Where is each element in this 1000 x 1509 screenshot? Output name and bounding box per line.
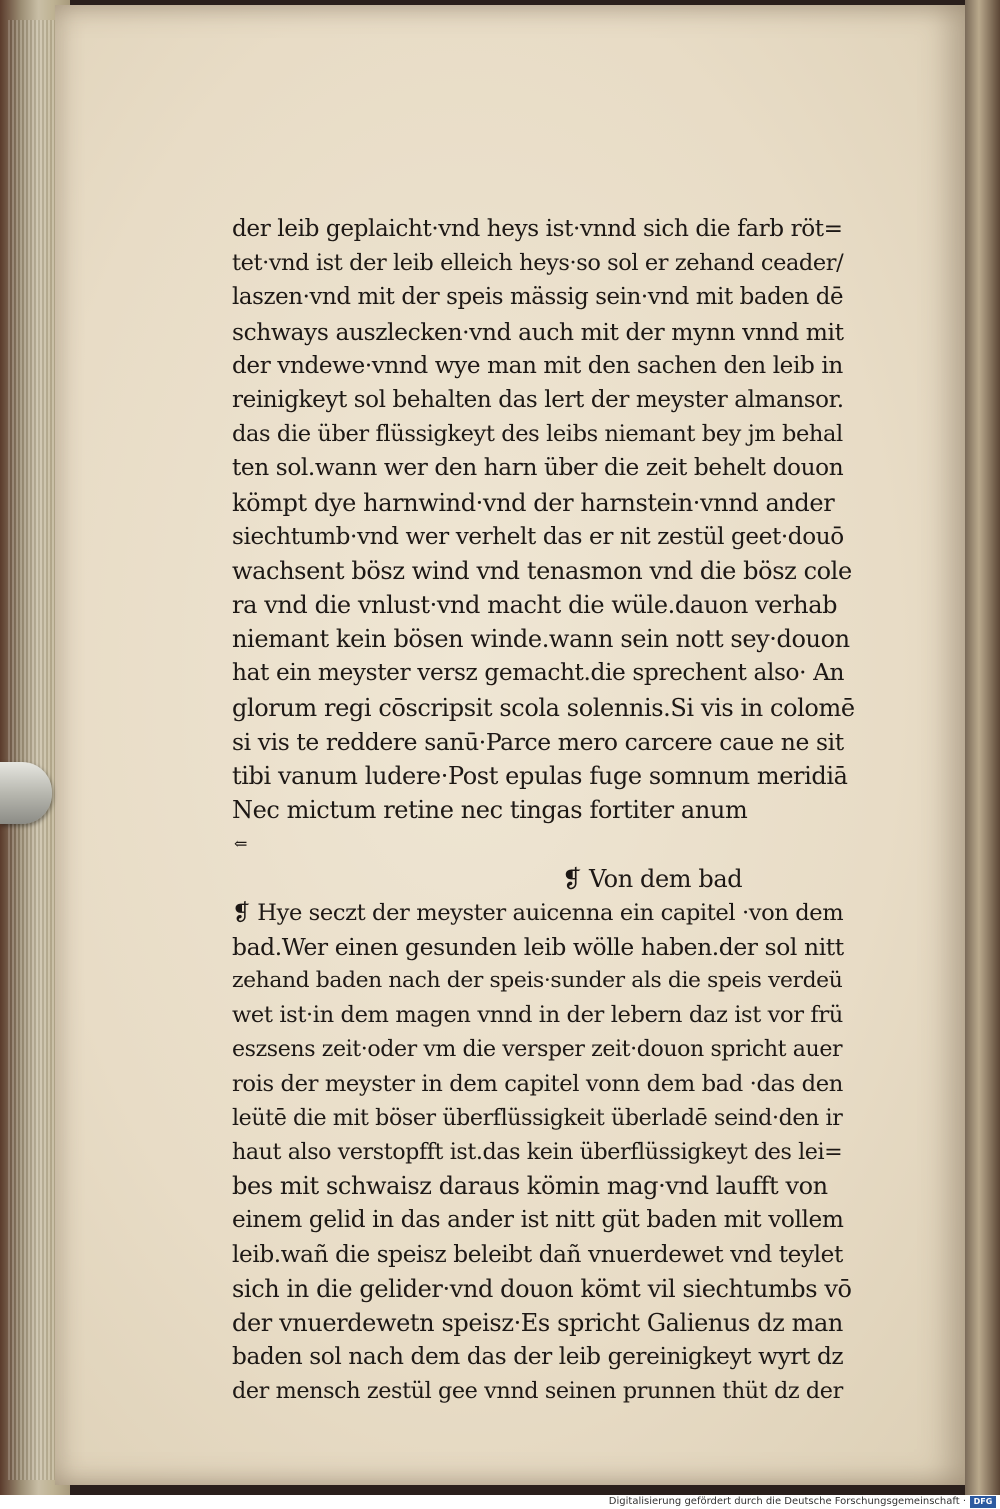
text-block [232, 212, 857, 1409]
text-line: leütē die mit böser überflüssigkeit überladē seind·den ir [232, 1104, 843, 1131]
text-line: laszen·vnd mit der speis mässig sein·vnd mit baden dē [232, 284, 844, 311]
section-heading: ❡ Von dem bad [562, 864, 743, 893]
text-line: baden sol nach dem das der leib gereinigkeyt wyrt dz [232, 1343, 844, 1371]
text-line: leib.wañ die speisz beleibt dañ vnuerdewet vnd teylet [232, 1240, 843, 1268]
page-edges [8, 20, 58, 1480]
text-line: siechtumb·vnd wer verhelt das er nit zestül geet·douō [232, 523, 844, 550]
text-line: ra vnd die vnlust·vnd macht die wüle.dauon verhab [232, 591, 838, 620]
footer-credit: Digitalisierung gefördert durch die Deutsche Forschungsgemeinschaft · [608, 1496, 966, 1507]
text-line: reinigkeyt sol behalten das lert der meyster almansor. [232, 386, 844, 413]
text-line: ❡ Hye seczt der meyster auicenna ein capitel ·von dem [232, 899, 844, 926]
text-line: rois der meyster in dem capitel vonn dem bad ·das den [232, 1070, 843, 1097]
text-line: der leib geplaicht·vnd heys ist·vnnd sich die farb röt= [232, 216, 843, 242]
text-line: Nec mictum retine nec tingas fortiter anum [232, 796, 748, 825]
text-line: bad.Wer einen gesunden leib wölle haben.der sol nitt [232, 932, 844, 961]
text-line: schways auszlecken·vnd auch mit der mynn vnnd mit [232, 317, 844, 346]
text-line: zehand baden nach der speis·sunder als die speis verdeü [232, 968, 843, 994]
text-line: sich in die gelider·vnd douon kömt vil siechtumbs vō [232, 1274, 852, 1303]
text-line: einem gelid in das ander ist nitt güt baden mit vollem [232, 1206, 844, 1234]
text-line: tet·vnd ist der leib elleich heys·so sol er zehand ceader/ [232, 250, 844, 277]
text-line: niemant kein bösen winde.wann sein nott sey·douon [232, 625, 850, 654]
text-line: eszsens zeit·oder vm die versper zeit·douon spricht auer [232, 1036, 843, 1062]
text-line: der vnuerdewetn speisz·Es spricht Galienus dz man [232, 1309, 843, 1337]
text-line: der mensch zestül gee vnnd seinen prunnen thüt dz der [232, 1378, 843, 1405]
text-line: kömpt dye harnwind·vnd der harnstein·vnnd ander [232, 488, 835, 517]
text-line: bes mit schwaisz daraus kömin mag·vnd laufft von [232, 1172, 828, 1201]
text-line: haut also verstopfft ist.das kein überflüssigkeyt des lei= [232, 1139, 843, 1166]
text-line: tibi vanum ludere·Post epulas fuge somnum meridiā [232, 762, 848, 790]
text-line: ten sol.wann wer den harn über die zeit behelt douon [232, 454, 844, 482]
line-marker: ⇐ [234, 834, 248, 854]
dfg-logo-icon: DFG [970, 1496, 996, 1508]
text-line: wet ist·in dem magen vnnd in der lebern daz ist vor frü [232, 1002, 843, 1029]
book-right-edge [965, 0, 1000, 1495]
text-line: wachsent bösz wind vnd tenasmon vnd die bösz cole [232, 556, 852, 585]
text-line: glorum regi cōscripsit scola solennis.Si vis in colomē [232, 693, 855, 722]
text-line: das die über flüssigkeyt des leibs niemant bey jm behal [232, 421, 843, 448]
footer-bar [0, 1495, 1000, 1509]
text-line: hat ein meyster versz gemacht.die sprechent also· An [232, 659, 845, 687]
text-line: der vndewe·vnnd wye man mit den sachen den leib in [232, 352, 843, 379]
text-line: si vis te reddere sanū·Parce mero carcere caue ne sit [232, 727, 844, 756]
